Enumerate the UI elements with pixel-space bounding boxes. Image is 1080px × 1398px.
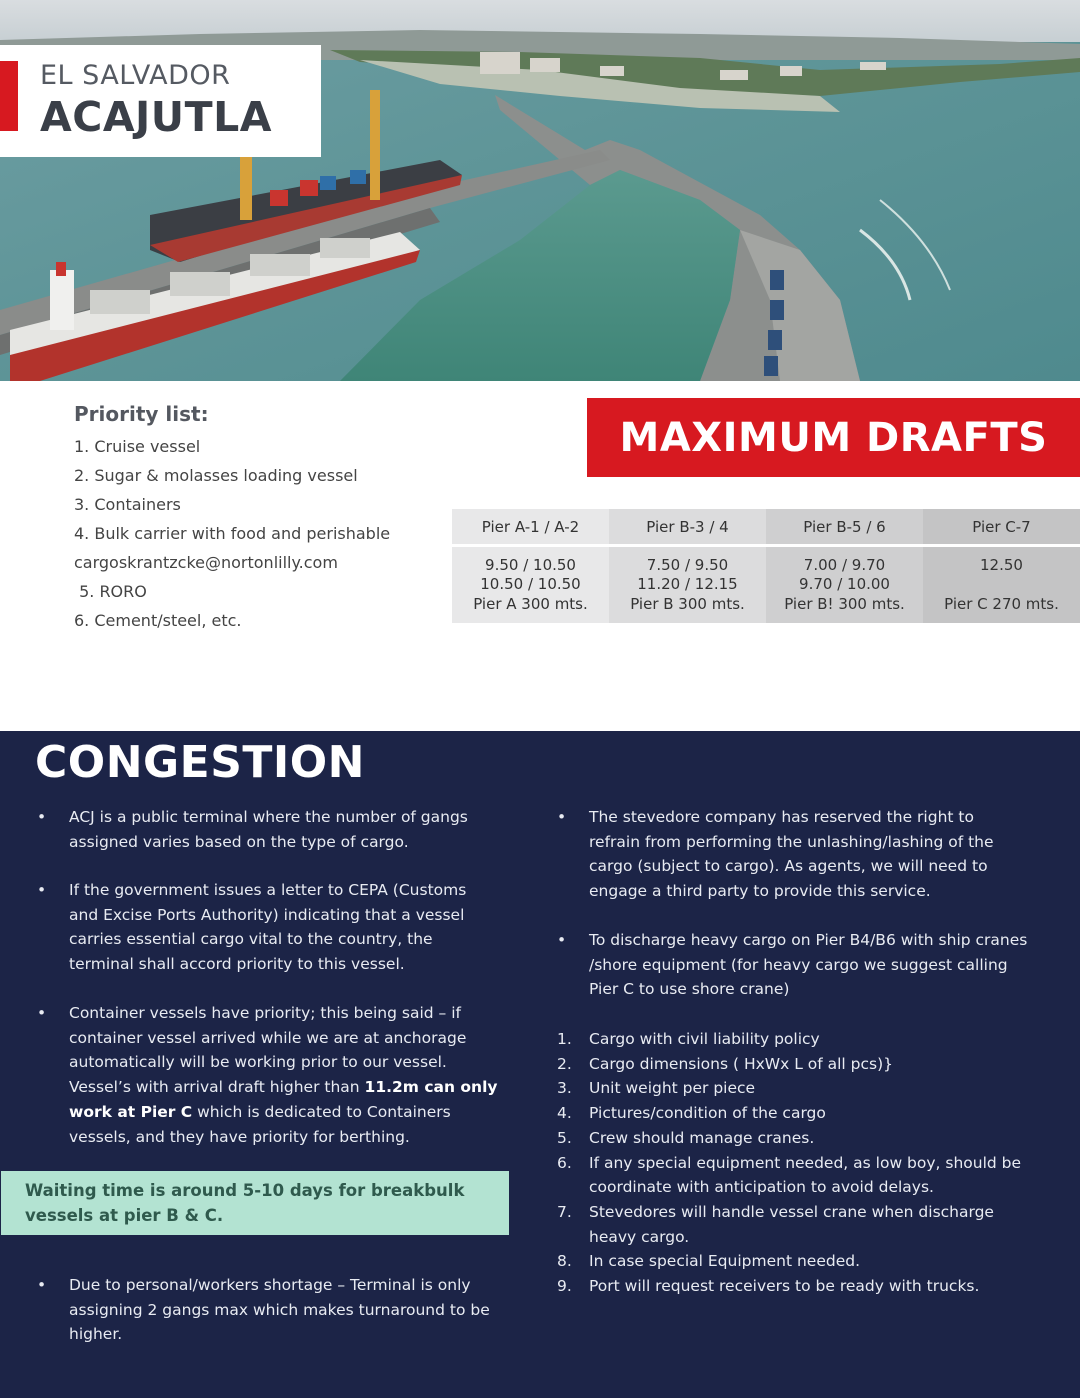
list-item	[557, 1076, 1027, 1101]
congestion-section	[0, 731, 1080, 1398]
draft-value: 11.20 / 12.15	[637, 575, 738, 594]
list-item	[557, 1126, 1027, 1151]
drafts-cell	[766, 546, 923, 624]
priority-item: 1. Cruise vessel	[74, 437, 201, 456]
drafts-column-header: Pier A-1 / A-2	[452, 509, 609, 546]
list-number: 5.	[557, 1128, 572, 1147]
list-item	[557, 1101, 1027, 1126]
draft-value: 12.50	[980, 555, 1023, 574]
drafts-values-row	[452, 546, 1080, 624]
list-item-text: Stevedores will handle vessel crane when discharge heavy cargo.	[589, 1202, 994, 1246]
list-number: 6.	[557, 1153, 572, 1172]
draft-value: 9.50 / 10.50	[485, 555, 576, 574]
list-number: 2.	[557, 1054, 572, 1073]
waiting-time-note: Waiting time is around 5-10 days for breakbulk vessels at pier B & C.	[1, 1171, 509, 1235]
hero-port-photo	[0, 0, 1080, 381]
priority-list	[74, 402, 444, 635]
pier-length: Pier B 300 mts.	[630, 594, 745, 613]
congestion-bullet	[557, 805, 1029, 904]
drafts-cell	[609, 546, 766, 624]
bullet-text: Container vessels have priority; this being said – if container vessel arrived while we are at anchorage automatically will be working prior to our vessel. Vessel’s with arrival draft higher than	[69, 1004, 467, 1097]
bullet-icon: •	[37, 1276, 47, 1294]
bullet-text: Due to personal/workers shortage – Terminal is only assigning 2 gangs max which makes turnaround to be higher.	[69, 1276, 490, 1344]
bullet-text: which is dedicated to Containers vessels, and they have priority for berthing.	[69, 1102, 451, 1146]
draft-value: 9.70 / 10.00	[799, 575, 890, 594]
pier-length: Pier A 300 mts.	[473, 594, 588, 613]
drafts-column-header: Pier C-7	[923, 509, 1080, 546]
list-number: 9.	[557, 1277, 572, 1296]
heavy-cargo-requirements-list	[557, 1027, 1027, 1299]
bullet-icon: •	[37, 808, 47, 826]
list-number: 3.	[557, 1079, 572, 1098]
list-item-text: Port will request receivers to be ready with trucks.	[589, 1277, 980, 1296]
priority-item: 5. RORO	[74, 582, 147, 601]
bullet-icon: •	[557, 808, 567, 826]
congestion-bullet	[557, 928, 1029, 1002]
congestion-bullet	[37, 805, 499, 854]
draft-value: 7.50 / 9.50	[646, 555, 729, 574]
list-item	[557, 1027, 1027, 1052]
list-item-text: Cargo dimensions ( HxWx L of all pcs)}	[589, 1054, 894, 1073]
list-number: 1.	[557, 1030, 572, 1048]
bullet-text-bold: 11.2m can only work at Pier C	[69, 1078, 498, 1121]
list-item	[557, 1274, 1027, 1299]
location-title-box	[0, 45, 321, 157]
pier-length: Pier B! 300 mts.	[784, 594, 905, 613]
port-name: ACAJUTLA	[40, 93, 272, 141]
drafts-header-row	[452, 509, 1080, 546]
list-item-text: Cargo with civil liability policy	[589, 1030, 820, 1048]
congestion-title: CONGESTION	[35, 737, 365, 788]
list-item	[557, 1200, 1027, 1249]
drafts-column-header: Pier B-5 / 6	[766, 509, 923, 546]
maximum-drafts-banner: MAXIMUM DRAFTS	[587, 398, 1080, 477]
priority-item: 4. Bulk carrier with food and perishable	[74, 524, 391, 543]
congestion-bullet	[37, 1001, 499, 1149]
list-item	[557, 1249, 1027, 1274]
list-number: 7.	[557, 1202, 572, 1221]
priority-item: 6. Cement/steel, etc.	[74, 611, 242, 630]
pier-length: Pier C 270 mts.	[944, 594, 1059, 613]
bullet-text: If the government issues a letter to CEPA (Customs and Excise Ports Authority) indicating that a vessel carries essential cargo vital to the country, the terminal shall accord priority to this vessel.	[69, 881, 467, 974]
priority-item: 2. Sugar & molasses loading vessel	[74, 466, 358, 485]
bullet-text: ACJ is a public terminal where the number of gangs assigned varies based on the type of cargo.	[69, 808, 468, 851]
list-item-text: Crew should manage cranes.	[589, 1128, 815, 1147]
congestion-bullet	[37, 878, 499, 977]
congestion-bullet	[37, 1273, 499, 1347]
list-item-text: In case special Equipment needed.	[589, 1252, 860, 1271]
drafts-table	[452, 509, 1080, 623]
bullet-icon: •	[557, 931, 567, 949]
bullet-text: The stevedore company has reserved the right to refrain from performing the unlashing/lashing of the cargo (subject to cargo). As agents, we will need to engage a third party to provide this service.	[589, 808, 994, 901]
list-item	[557, 1052, 1027, 1077]
bullet-text: To discharge heavy cargo on Pier B4/B6 with ship cranes /shore equipment (for heavy cargo we suggest calling Pier C to use shore crane)	[589, 931, 1028, 999]
list-item-text: Pictures/condition of the cargo	[589, 1104, 826, 1123]
list-item	[557, 1151, 1027, 1200]
draft-value: 10.50 / 10.50	[480, 575, 581, 594]
priority-item: 3. Containers	[74, 495, 181, 514]
list-number: 8.	[557, 1252, 572, 1271]
priority-item-email: cargoskrantzcke@nortonlilly.com	[74, 553, 338, 572]
draft-value: 7.00 / 9.70	[803, 555, 886, 574]
bullet-icon: •	[37, 881, 47, 899]
country-label: EL SALVADOR	[40, 60, 231, 91]
drafts-column-header: Pier B-3 / 4	[609, 509, 766, 546]
drafts-cell	[452, 546, 609, 624]
priority-list-title: Priority list:	[74, 402, 209, 426]
list-number: 4.	[557, 1104, 572, 1123]
bullet-icon: •	[37, 1004, 47, 1022]
list-item-text: If any special equipment needed, as low boy, should be coordinate with anticipation to avoid delays.	[589, 1153, 1022, 1197]
draft-value-empty	[923, 575, 1080, 595]
drafts-cell	[923, 546, 1080, 624]
list-item-text: Unit weight per piece	[589, 1079, 756, 1098]
title-accent-bar	[0, 61, 18, 131]
